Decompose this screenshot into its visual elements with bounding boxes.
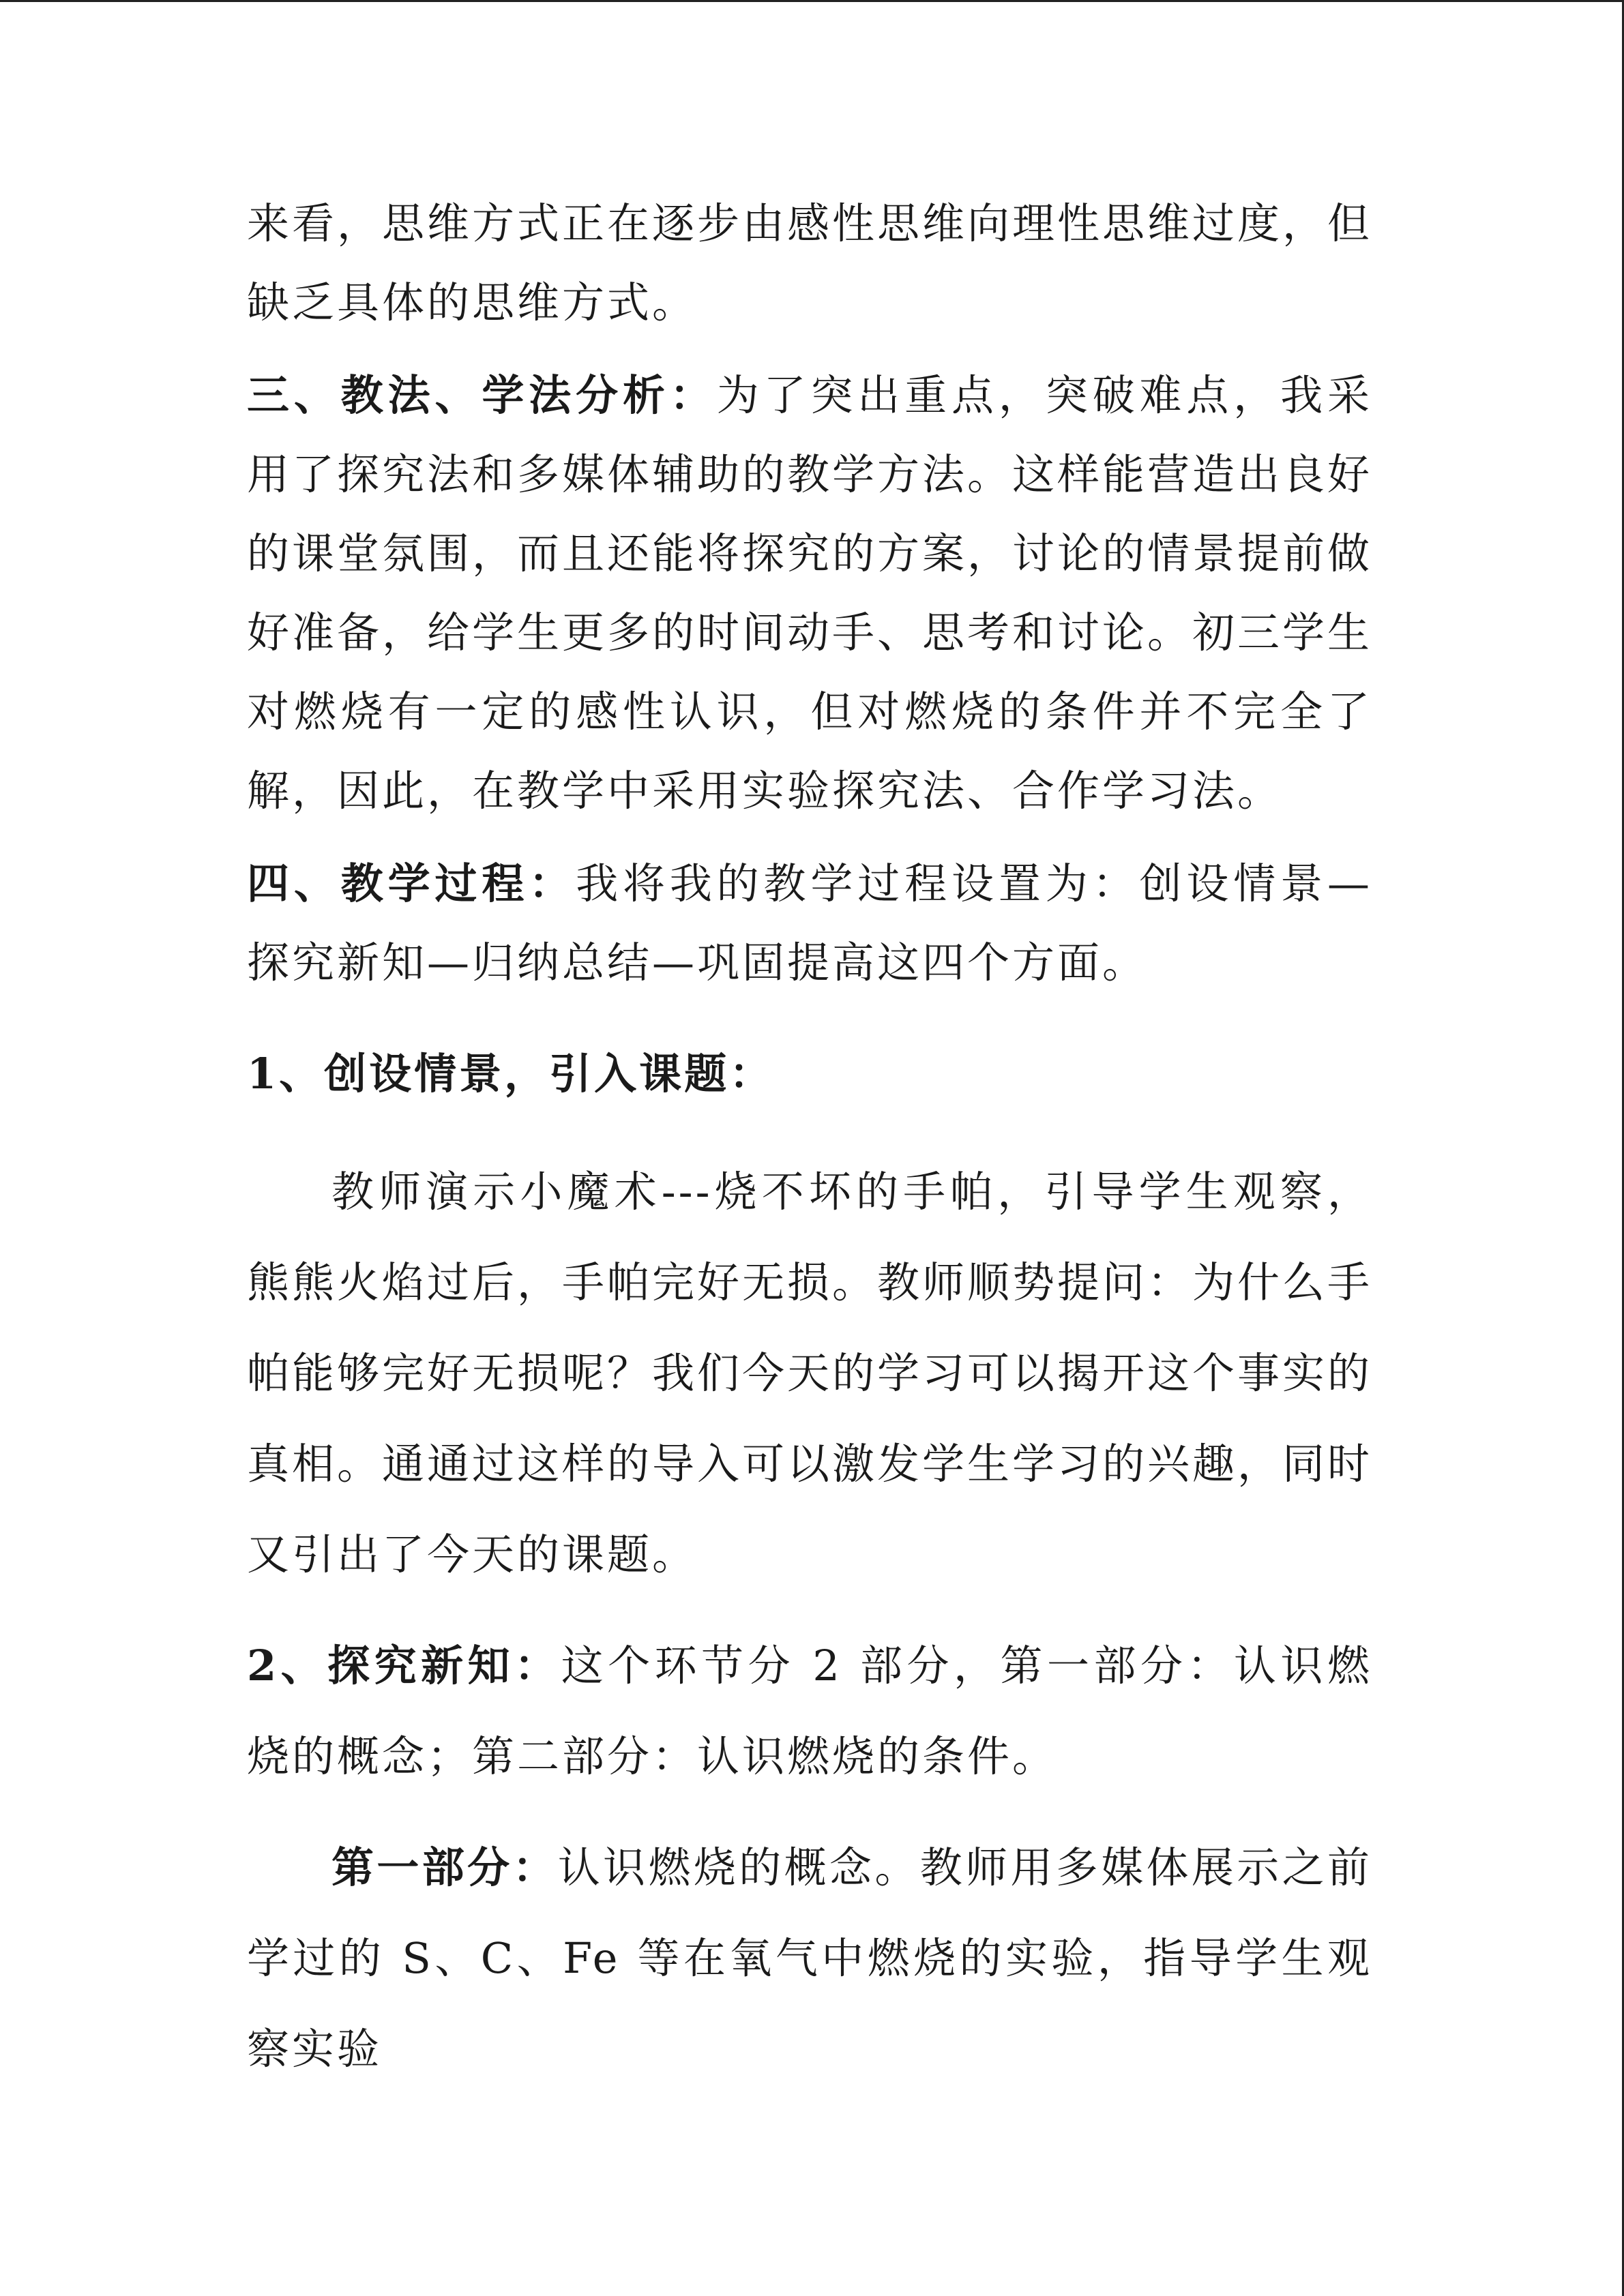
paragraph-teaching-process xyxy=(247,844,1372,1002)
part-heading-one: 第一部分： xyxy=(331,1843,558,1892)
paragraph-text: 我将我的教学过程设置为：创设情景—探究新知—归纳总结—巩固提高这四个方面。 xyxy=(247,859,1372,987)
page-top-border xyxy=(0,0,1624,2)
paragraph-text: 来看，思维方式正在逐步由感性思维向理性思维过度，但缺乏具体的思维方式。 xyxy=(247,198,1373,327)
section-heading-teaching-process: 四、教学过程： xyxy=(247,859,576,908)
paragraph-text: 认识燃烧的概念。教师用多媒体展示之前学过的 S、C、Fe 等在氧气中燃烧的实验，指导学生观察实验 xyxy=(247,1843,1372,2074)
paragraph-teaching-methods xyxy=(247,356,1372,831)
paragraph-text: 这个环节分 2 部分，第一部分：认识燃烧的概念；第二部分：认识燃烧的条件。 xyxy=(247,1641,1372,1781)
paragraph-explore-new xyxy=(247,1620,1372,1802)
paragraph-text: 教师演示小魔术---烧不坏的手帕，引导学生观察，熊熊火焰过后，手帕完好无损。教师顺势提问：为什么手帕能够完好无损呢？我们今天的学习可以揭开这个事实的真相。通通过这样的导入可以激发学生学习的兴趣，同时又引出了今天的课题。 xyxy=(247,1167,1373,1579)
paragraph-continuation xyxy=(247,184,1372,342)
subsection-heading-text: 1、创设情景，引入课题： xyxy=(247,1049,775,1099)
section-heading-teaching-methods: 三、教法、学法分析： xyxy=(247,370,717,420)
paragraph-text: 为了突出重点，突破难点，我采用了探究法和多媒体辅助的教学方法。这样能营造出良好的课堂氛围，而且还能将探究的方案，讨论的情景提前做好准备，给学生更多的时间动手、思考和讨论。初三学生对燃烧有一定的感性认识，但对燃烧的条件并不完全了解，因此，在教学中采用实验探究法、合作学习法。 xyxy=(247,370,1373,816)
paragraph-magic-demo xyxy=(247,1146,1372,1600)
document-body xyxy=(247,184,1372,2094)
subsection-heading-explore: 2、探究新知： xyxy=(247,1641,561,1690)
subsection-heading-intro xyxy=(247,1028,1372,1119)
paragraph-part-one xyxy=(247,1822,1372,2094)
